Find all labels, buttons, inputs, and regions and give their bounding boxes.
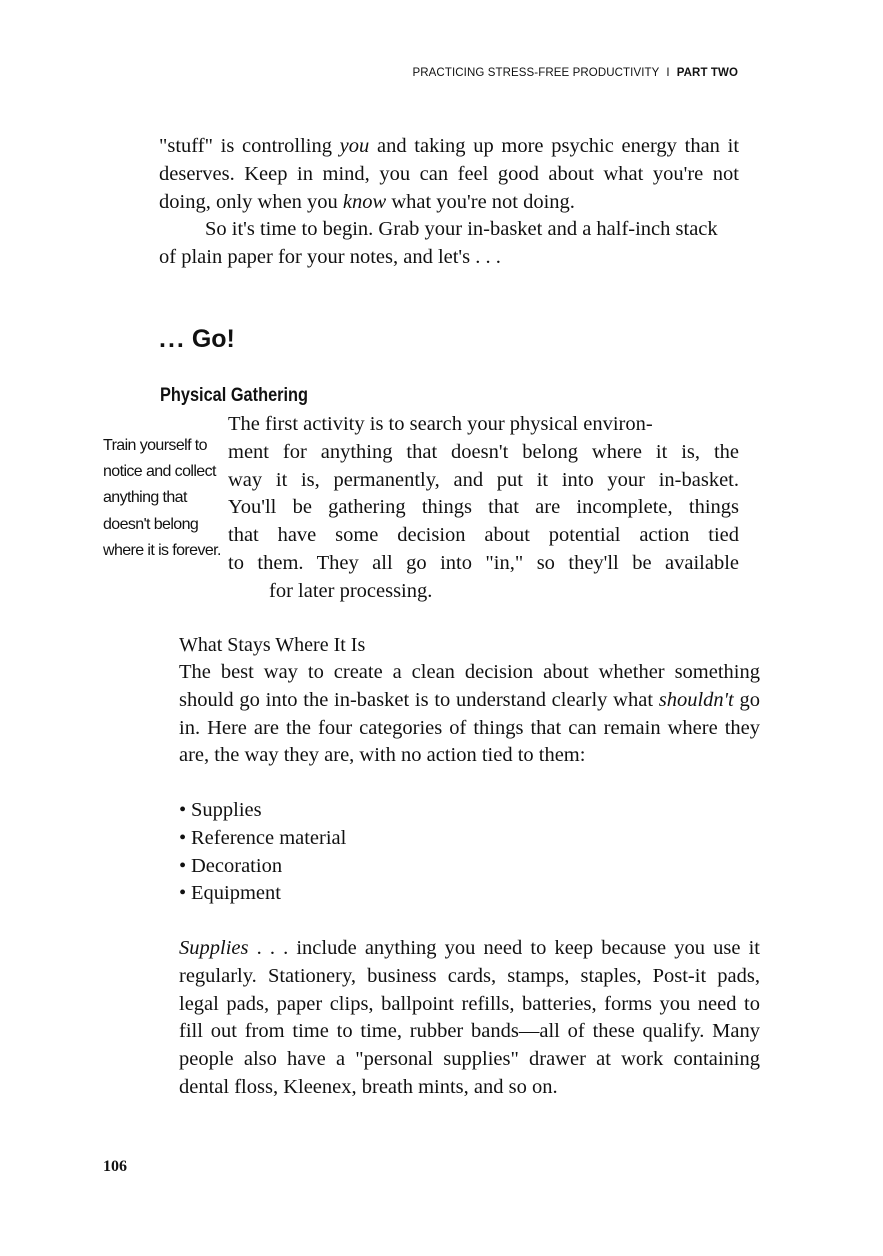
paragraph-line: ment for anything that doesn't belong where it is, the bbox=[228, 440, 739, 463]
intro-paragraph-1 bbox=[159, 133, 739, 216]
paragraph-line: for later processing. bbox=[269, 579, 433, 602]
supplies-text: . . . include anything you need to keep because you use it regularly. Stationery, business cards, stamps, staples, Post-it pads, legal pads, paper clips, ballpoint refills, batteries, forms you need to fill out from time to time, rubber bands—all of these qualify. Many people also have a "personal supplies" drawer at work containing dental floss, Kleenex, breath mints, and so on. bbox=[179, 937, 760, 1098]
list-item bbox=[179, 825, 346, 853]
paragraph-line: The first activity is to search your physical environ- bbox=[228, 413, 653, 435]
intro-paragraph-2: So it's time to begin. Grab your in-basket and a half-inch stack of plain paper for your notes, and let's . . . bbox=[159, 218, 718, 269]
intro-text-a: "stuff" is controlling bbox=[159, 135, 340, 157]
what-stays-text-a: The best way to create a clean decision about whether something should go into the in-basket is to understand clearly what bbox=[179, 661, 760, 711]
bullet-icon: • bbox=[179, 882, 187, 905]
margin-note-line: where it is forever. bbox=[103, 541, 221, 559]
what-stays-text-b: go in. Here are the four categories of things that can remain where they are, the way they are, with no action tied to them: bbox=[179, 688, 760, 767]
bullet-icon: • bbox=[179, 854, 187, 877]
bullet-icon: • bbox=[179, 799, 187, 821]
categories-list bbox=[179, 797, 346, 908]
page-number: 106 bbox=[103, 1158, 127, 1175]
list-item-label: Equipment bbox=[191, 882, 281, 905]
supplies-paragraph bbox=[179, 935, 760, 1102]
list-item-label: Supplies bbox=[191, 799, 262, 821]
margin-note-line: notice and collect bbox=[103, 463, 216, 481]
intro-text-b: and taking up more psychic energy than it deserves. Keep in mind, you can feel good about what you're not doing, only when you bbox=[159, 135, 740, 213]
bullet-icon: • bbox=[179, 826, 187, 849]
physical-gathering-paragraph bbox=[228, 411, 739, 606]
running-head-title: PRACTICING STRESS-FREE PRODUCTIVITY bbox=[412, 67, 660, 79]
intro-text-c: what you're not doing. bbox=[386, 190, 575, 213]
what-stays-block bbox=[179, 631, 760, 770]
list-item bbox=[179, 880, 346, 908]
section-heading-dots: ... bbox=[159, 325, 186, 353]
paragraph-line: way it is, permanently, and put it into your in-basket. bbox=[228, 468, 739, 491]
list-item-label: Reference material bbox=[191, 826, 347, 849]
supplies-block bbox=[179, 935, 760, 1102]
section-heading-title: Go! bbox=[191, 325, 235, 353]
list-item bbox=[179, 853, 346, 881]
intro-emphasis-know: know bbox=[342, 190, 387, 213]
intro-block bbox=[159, 133, 739, 272]
intro-emphasis-you: you bbox=[339, 135, 370, 157]
what-stays-emphasis: shouldn't bbox=[658, 688, 734, 711]
running-head-separator: I bbox=[666, 67, 670, 79]
list-item-label: Decoration bbox=[191, 854, 283, 877]
list-item bbox=[179, 797, 346, 825]
running-head bbox=[0, 67, 738, 79]
paragraph-line: to them. They all go into "in," so they'll be available bbox=[228, 551, 739, 574]
margin-note-line: anything that bbox=[103, 489, 187, 507]
paragraph-line: that have some decision about potential action tied bbox=[228, 524, 739, 547]
supplies-emphasis: Supplies bbox=[179, 937, 249, 959]
margin-note bbox=[103, 433, 228, 564]
margin-note-line: Train yourself to bbox=[103, 437, 207, 454]
what-stays-paragraph bbox=[179, 659, 760, 770]
section-heading bbox=[159, 322, 235, 356]
running-head-part: PART TWO bbox=[676, 67, 738, 79]
what-stays-heading: What Stays Where It Is bbox=[179, 634, 366, 656]
physical-gathering-heading: Physical Gathering bbox=[160, 385, 309, 406]
paragraph-line: You'll be gathering things that are incomplete, things bbox=[228, 496, 739, 519]
margin-note-line: doesn't belong bbox=[103, 515, 199, 533]
